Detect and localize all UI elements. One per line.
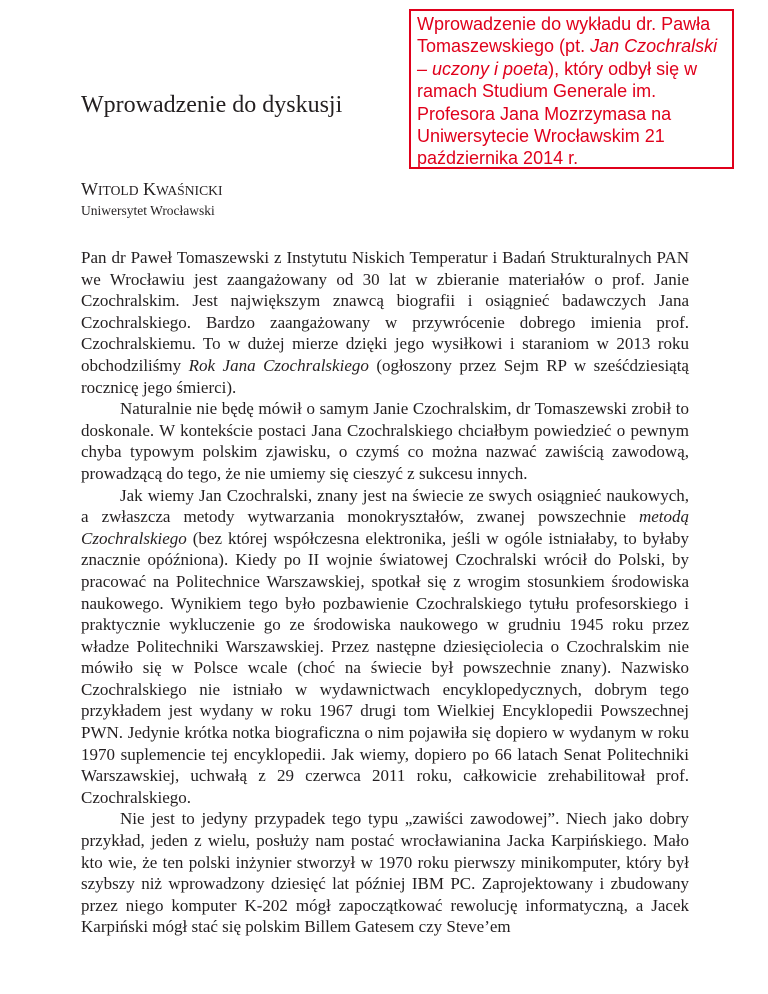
- author-name: [81, 178, 223, 202]
- p1-text-b: (ogłoszony przez Sejm RP w sześćdziesiątą rocznicę jego śmierci).: [81, 355, 689, 397]
- article-body: [81, 247, 689, 938]
- p1-text-a: Pan dr Paweł Tomaszewski z Instytutu Niskich Temperatur i Badań Strukturalnych PAN we Wrocławiu jest zaangażowany od 30 lat w zbieranie materiałów o prof. Janie Czochralskim. Jest największym znawcą biografii i osiągnieć badawczych Jana Czochralskiego. Bardzo zaangażowany w przywrócenie dobrego imienia prof. Czochralskiemu. To w dużej mierze dzięki jego wysiłkowi i staraniom w 2013 roku obchodziliśmy: [81, 248, 689, 375]
- note-prefix: Wprowadzenie do wykładu dr. Pawła Tomaszewskiego (pt.: [417, 14, 711, 57]
- paragraph-2: Naturalnie nie będę mówił o samym Janie Czochralskim, dr Tomaszewski zrobił to doskonale. W kontekście postaci Jana Czochralskiego chciałbym powiedzieć o pewnym chyba typowym polskim zjawisku, o czymś co można nazwać zawiścią zawodową, prowadzącą do tego, że nie umiemy się cieszyć z sukcesu innych.: [81, 399, 689, 483]
- author-first-initial: W: [81, 179, 98, 199]
- paragraph-4: Nie jest to jedyny przypadek tego typu „zawiści zawodowej”. Niech jako dobry przykład, jeden z wielu, posłuży nam postać wrocławianina Jacka Karpińskiego. Mało kto wie, że ten polski inżynier stworzył w 1970 roku pierwszy minikomputer, który był szybszy niż wprowadzony dziesięć lat później IBM PC. Zaprojektowany i zbudowany przez niego komputer K-202 mógł zapoczątkować rewolucję informatyczną, a Jacek Karpiński mógł stać się polskim Billem Gatesem czy Steve’em: [81, 809, 689, 937]
- paragraph-1: [81, 247, 689, 398]
- author-first-rest: ITOLD: [98, 183, 139, 198]
- lecture-note-box: [409, 9, 734, 169]
- note-suffix: ), który odbył się w ramach Studium Generale im. Profesora Jana Mozrzymasa na Uniwersytecie Wrocławskim 21 października 2014 r.: [417, 58, 698, 169]
- p3-text-a: Jak wiemy Jan Czochralski, znany jest na świecie ze swych osiągnieć naukowych, a zwłaszcza metody wytwarzania monokryształów, zwanej powszechnie: [81, 485, 689, 527]
- note-talk-title: Jan Czochralski – uczony i poeta: [417, 36, 718, 79]
- author-affiliation: Uniwersytet Wrocławski: [81, 203, 215, 218]
- page-title: Wprowadzenie do dyskusji: [81, 92, 343, 118]
- p3-emphasis: metodą Czochralskiego: [81, 507, 689, 548]
- author-last-initial: K: [143, 179, 157, 199]
- author-last-rest: WAŚNICKI: [156, 183, 223, 198]
- paragraph-3: [81, 485, 689, 809]
- p3-text-b: (bez której współczesna elektronika, jeśli w ogóle istniałaby, to byłaby znacznie opóźniona). Kiedy po II wojnie światowej Czochralski wrócił do Polski, by pracować na Politechnice Warszawskiej, spotkał się z wrogim stosunkiem środowiska naukowego. Wynikiem tego było pozbawienie Czochralskiego tytułu profesorskiego i praktycznie wykluczenie go ze środowiska naukowego w grudniu 1945 roku przez władze Politechniki Warszawskiej. Przez następne dziesięciolecia o Czochralskim nie mówiło się w Polsce wcale (choć na świecie był powszechnie znany). Nazwisko Czochralskiego nie istniało w wydawnictwach encyklopedycznych, dobrym tego przykładem jest wydany w roku 1967 drugi tom Wielkiej Encyklopedii Powszechnej PWN. Jedynie krótka notka biograficzna o nim pojawiła się dopiero w wydanym w roku 1970 suplemencie tej encyklopedii. Jak wiemy, dopiero po 66 latach Senat Politechniki Warszawskiej, uchwałą z 29 czerwca 2011 roku, całkowicie zrehabilitował prof. Czochralskiego.: [81, 528, 689, 807]
- p1-emphasis: Rok Jana Czochralskiego: [188, 355, 369, 375]
